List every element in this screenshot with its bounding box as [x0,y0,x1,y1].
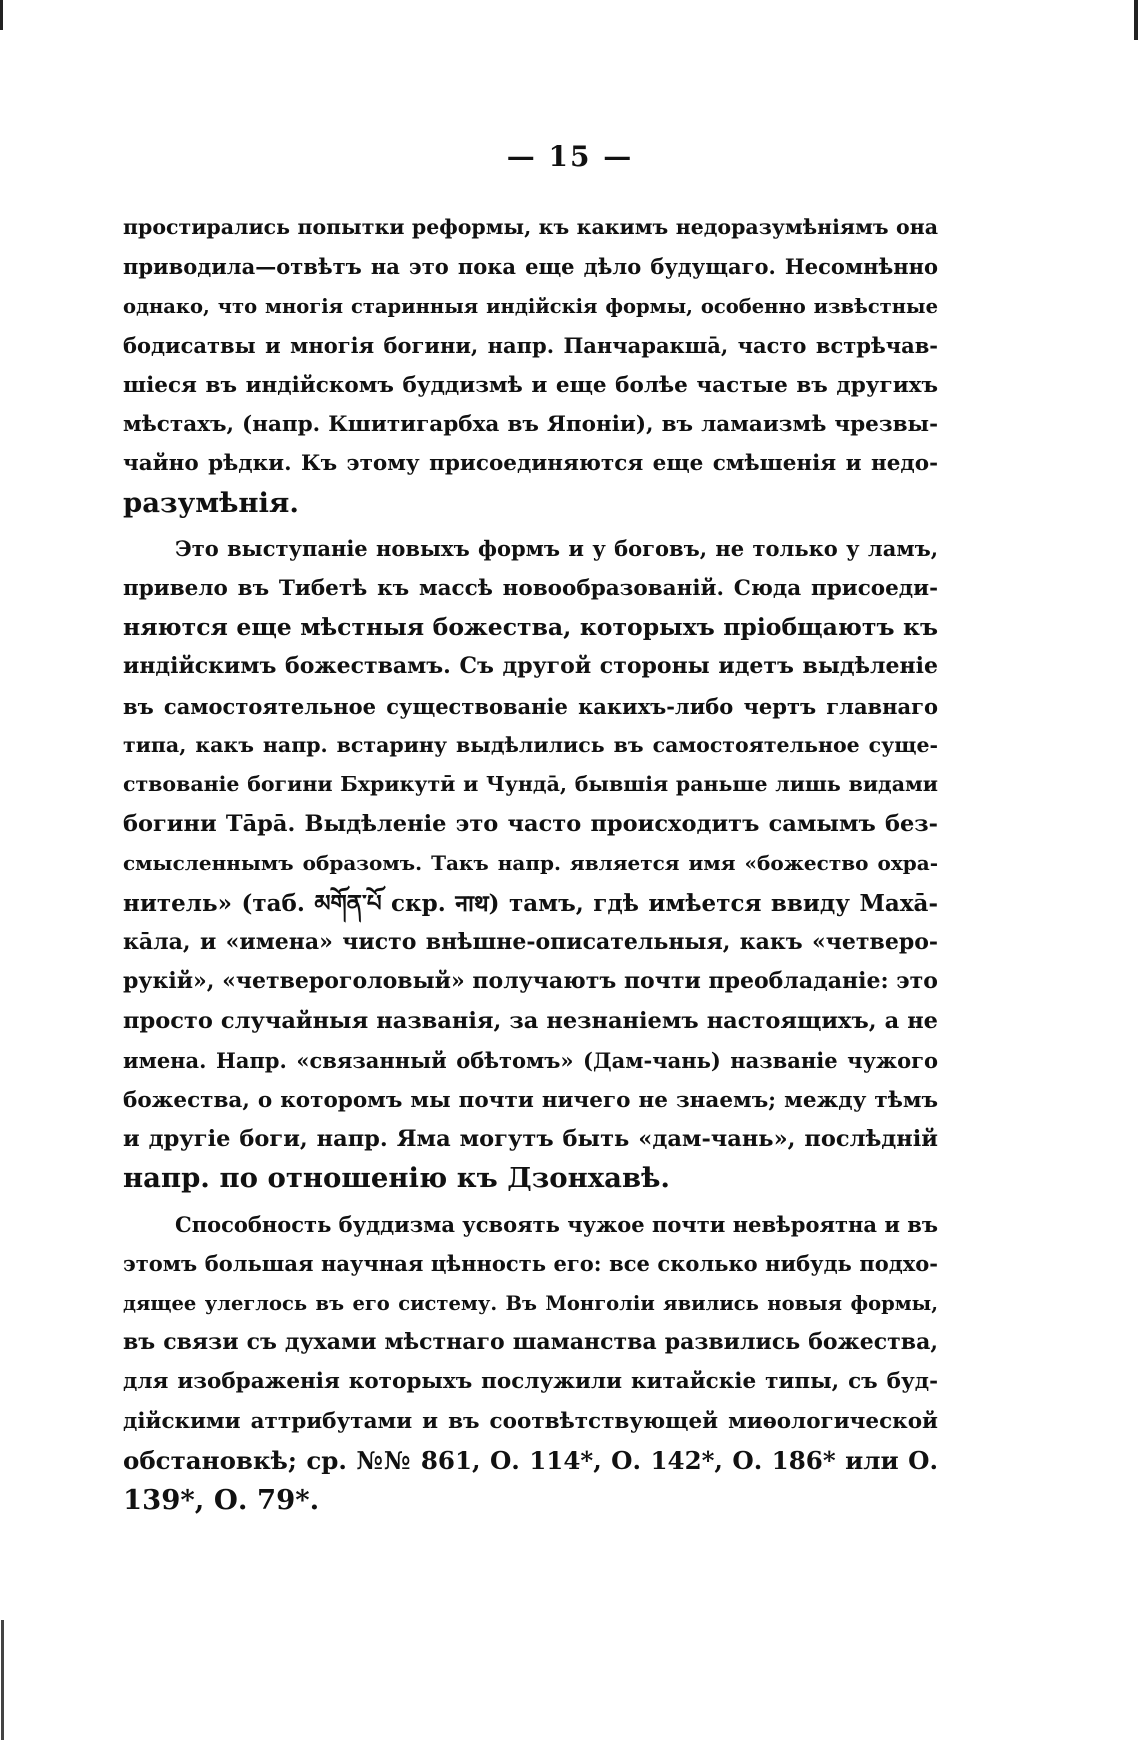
text-line: мѣстахъ, (напр. Кшитигарбха въ Японіи), въ ламаизмѣ чрезвы- [123,411,938,437]
scan-edge-mark [1,1620,4,1740]
text-line: бодисатвы и многія богини, напр. Панчаракшā, часто встрѣчав- [123,333,938,359]
text-line: и другіе боги, напр. Яма могутъ быть «дам-чань», послѣдній [123,1125,938,1152]
text-line: для изображенія которыхъ послужили китайскіе типы, съ буд- [123,1369,938,1395]
text-line: въ связи съ духами мѣстнаго шаманства развились божества, [123,1328,938,1355]
text-line: кāла, и «имена» чисто внѣшне-описательныя, какъ «четверо- [123,929,938,956]
text-line: типа, какъ напр. встарину выдѣлились въ самостоятельное суще- [123,733,938,758]
text-line: этомъ большая научная цѣнность его: все сколько нибудь подхо- [123,1251,938,1277]
page-number: — 15 — [506,140,634,173]
text-line: 139*, О. 79*. [123,1483,320,1516]
text-line: рукій», «четвероголовый» получаютъ почти преобладаніе: это [123,968,938,995]
paragraph-3 [123,1205,938,1520]
text-line: разумѣнія. [123,486,299,519]
text-line: напр. по отношенію къ Дзонхавѣ. [123,1162,670,1195]
text-line: обстановкѣ; ср. №№ 861, О. 114*, О. 142*, О. 186* или О. [123,1446,938,1476]
paragraph-1 [123,208,938,523]
text-line: смысленнымъ образомъ. Такъ напр. является имя «божество охра- [123,851,938,876]
text-line: приводила—отвѣтъ на это пока еще дѣло будущаго. Несомнѣнно [123,254,938,280]
text-line: въ самостоятельное существованіе какихъ-либо чертъ главнаго [123,693,938,719]
text-line: дящее улеглось въ его систему. Въ Монголіи явились новыя формы, [123,1291,938,1315]
text-line: няются еще мѣстныя божества, которыхъ пріобщаютъ къ [123,612,938,641]
scan-edge-mark [1134,0,1138,40]
text-line: нитель» (таб. མགོན་པོ скр. नाथ) тамъ, гдѣ имѣется ввиду Махā- [123,889,938,917]
scan-edge-mark [0,0,3,30]
text-line: простирались попытки реформы, къ какимъ недоразумѣніямъ она [123,215,938,239]
paragraph-2 [123,529,938,1199]
text-line: богини Тāрā. Выдѣленіе это часто происходитъ самымъ без- [123,810,938,837]
text-line: привело въ Тибетѣ къ массѣ новообразованій. Сюда присоеди- [123,575,938,601]
body-text [123,208,938,1520]
text-line: божества, о которомъ мы почти ничего не знаемъ; между тѣмъ [123,1087,938,1113]
text-line: просто случайныя названія, за незнаніемъ настоящихъ, а не [123,1007,938,1034]
text-line: Это выступаніе новыхъ формъ и у боговъ, не только у ламъ, [175,536,938,562]
text-line: дійскими аттрибутами и въ соотвѣтствующей миѳологической [123,1408,938,1434]
text-line: Способность буддизма усвоять чужое почти невѣроятна и въ [175,1211,938,1237]
text-line: чайно рѣдки. Къ этому присоединяются еще смѣшенія и недо- [123,451,938,477]
text-line: ствованіе богини Бхрикутӣ и Чундā, бывшія раньше лишь видами [123,772,938,797]
text-line: однако, что многія старинныя индійскія формы, особенно извѣстные [123,294,938,318]
text-line: индійскимъ божествамъ. Съ другой стороны идетъ выдѣленіе [123,653,938,680]
text-line: имена. Напр. «связанный обѣтомъ» (Дам-чань) названіе чужого [123,1048,938,1074]
text-line: шіеся въ индійскомъ буддизмѣ и еще болѣе частые въ другихъ [123,372,938,398]
